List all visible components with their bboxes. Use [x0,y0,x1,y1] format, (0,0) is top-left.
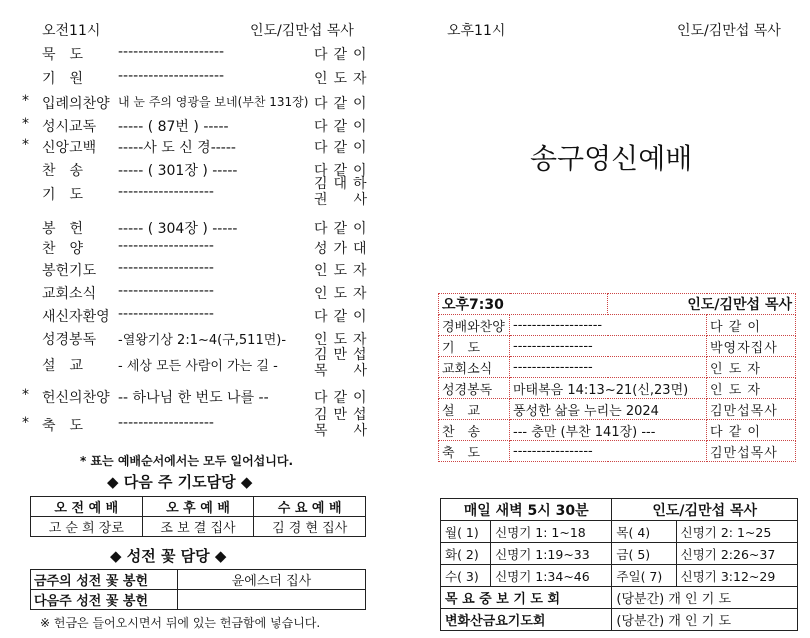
order-item-label: 축 도 [42,418,84,434]
order-item [0,44,400,64]
order-item-responder: 김대하 권 사 [314,176,374,208]
evening-item-detail: ------------------- [510,315,707,336]
dawn-reading: 신명기 3:12~29 [676,565,797,587]
dawn-schedule-row [441,565,798,587]
dawn-prayer-leader: 인도/김만섭 목사 [612,499,798,521]
order-item-responder: 다같이 [314,140,373,156]
order-item-responder: 다같이 [314,163,373,179]
order-item-label: 찬 송 [42,163,84,179]
evening-order-item [439,441,796,462]
prayer-meeting-label: 변화산금요기도회 [441,609,612,631]
evening-item-detail: 마태복음 14:13~21(신,23면) [510,378,707,399]
order-item [0,137,400,157]
order-item-responder: 성가대 [314,241,373,257]
evening-item-detail: ----------------- [510,357,707,378]
dawn-reading: 신명기 1:34~46 [491,565,612,587]
order-item-detail: - 세상 모든 사람이 가는 길 - [118,359,278,374]
dawn-day: 목( 4) [612,521,676,543]
order-item-detail: ------------------- [118,415,214,431]
order-item [0,238,400,258]
dawn-day: 화( 2) [441,543,491,565]
order-item-label: 찬 양 [42,241,84,257]
prayer-meeting-note: (당분간) 개 인 기 도 [612,587,798,609]
standing-mark: * [22,415,29,431]
order-item-responder: 인도자 [314,286,373,302]
order-item [0,68,400,88]
flower-duty-value [178,590,366,610]
order-item-detail: -- 하나님 한 번도 나를 -- [118,390,269,406]
evening-item-responder: 인 도 자 [707,357,796,378]
dawn-prayer-table [440,498,798,631]
evening-item-label: 성경봉독 [439,378,510,399]
order-item-detail: ----- ( 301장 ) ----- [118,163,238,179]
order-item-detail: ----- ( 87번 ) ----- [118,119,229,135]
evening-item-label: 기 도 [439,336,510,357]
dawn-reading: 신명기 1: 1~18 [491,521,612,543]
order-item [0,116,400,136]
order-item [0,283,400,303]
order-item-label: 교회소식 [42,286,97,302]
order-item-detail: --------------------- [118,44,225,60]
dawn-day: 수( 3) [441,565,491,587]
order-item-detail: 내 눈 주의 영광을 보네(부찬 131장) [118,95,309,109]
order-item-responder: 다같이 [314,309,373,325]
order-item-detail: ------------------- [118,184,214,200]
prayer-duty-header: 오 후 예 배 [142,497,254,517]
standing-mark: * [22,93,29,109]
order-item [0,93,400,113]
morning-service-time: 오전11시 [42,23,101,39]
order-item-label: 기 원 [42,71,84,87]
order-item-label: 봉헌기도 [42,263,97,279]
flower-duty-title: ◆ 성전 꽃 담당 ◆ [110,547,227,565]
evening-item-detail: --- 충만 (부찬 141장) --- [510,420,707,441]
prayer-duty-name: 고 순 희 장로 [31,517,143,537]
evening-item-label: 찬 송 [439,420,510,441]
order-item [0,260,400,280]
flower-duty-label: 금주의 성전 꽃 봉헌 [31,570,178,590]
dawn-schedule-row [441,543,798,565]
order-item-responder: 인도자 [314,71,373,87]
order-item [0,329,400,349]
order-item-responder: 다같이 [314,390,373,406]
evening-order-item [439,378,796,399]
flower-duty-table [30,569,366,610]
order-item-label: 기 도 [42,187,84,203]
prayer-duty-header: 수 요 예 배 [254,497,366,517]
flower-duty-label: 다음주 성전 꽃 봉헌 [31,590,178,610]
order-item-detail: ------------------- [118,283,214,299]
evening-item-responder: 인 도 자 [707,378,796,399]
standing-mark: * [22,137,29,153]
prayer-duty-name: 김 경 현 집사 [254,517,366,537]
evening-item-label: 설 교 [439,399,510,420]
order-item-detail: -열왕기상 2:1~4(구,511면)- [118,333,287,348]
order-item [0,347,400,379]
late-service-time: 오후11시 [447,23,506,39]
order-item-responder: 다같이 [314,221,373,237]
service-title: 송구영신예배 [530,142,693,175]
order-item-label: 봉 헌 [42,221,84,237]
evening-item-responder: 김만섭목사 [707,399,796,420]
order-item-detail: ------------------- [118,260,214,276]
prayer-duty-name: 조 보 결 집사 [142,517,254,537]
order-item-responder: 김만섭 목 사 [314,407,374,439]
order-item-label: 성시교독 [42,119,97,135]
order-item [0,306,400,326]
evening-item-responder: 박영자집사 [707,336,796,357]
prayer-duty-header: 오 전 예 배 [31,497,143,517]
order-item-detail: ----- ( 304장 ) ----- [118,221,238,237]
evening-item-responder: 다 같 이 [707,420,796,441]
evening-order-item [439,420,796,441]
order-item [0,387,400,407]
order-item-label: 새신자환영 [42,309,110,325]
late-service-leader: 인도/김만섭 목사 [677,23,781,39]
standing-mark: * [22,387,29,403]
standing-note: * 표는 예배순서에서는 모두 일어섭니다. [80,454,294,468]
standing-mark: * [22,116,29,132]
prayer-meeting-note: (당분간) 개 인 기 도 [612,609,798,631]
evening-order-item [439,315,796,336]
dawn-prayer-title: 매일 새벽 5시 30분 [441,499,612,521]
order-item-label: 헌신의찬양 [42,390,110,406]
order-item-label: 묵 도 [42,47,84,63]
order-item-detail: -----사 도 신 경----- [118,140,236,156]
order-item [0,407,400,439]
evening-order-item [439,357,796,378]
evening-item-label: 경배와찬양 [439,315,510,336]
order-item-detail: --------------------- [118,68,225,84]
dawn-reading: 신명기 2: 1~25 [676,521,797,543]
evening-item-detail: ----------------- [510,336,707,357]
evening-item-detail: 풍성한 삶을 누리는 2024 [510,399,707,420]
dawn-reading: 신명기 2:26~37 [676,543,797,565]
flower-duty-value: 윤에스더 집사 [178,570,366,590]
order-item-detail: ------------------- [118,238,214,254]
order-item-responder: 인도자 [314,263,373,279]
order-item-responder: 다같이 [314,47,373,63]
order-item-responder: 다같이 [314,96,373,112]
prayer-meeting-row [441,609,798,631]
evening-service-time: 오후7:30 [439,294,608,315]
evening-item-detail: ----------------- [510,441,707,462]
dawn-schedule-row [441,521,798,543]
evening-service-table [438,293,796,462]
order-item-responder: 다같이 [314,119,373,135]
prayer-meeting-label: 목 요 중 보 기 도 회 [441,587,612,609]
dawn-reading: 신명기 1:19~33 [491,543,612,565]
order-item-detail: ------------------- [118,306,214,322]
order-item [0,218,400,238]
dawn-day: 금( 5) [612,543,676,565]
order-item-label: 입례의찬양 [42,96,110,112]
morning-service-leader: 인도/김만섭 목사 [250,23,354,39]
evening-item-responder: 김만섭목사 [707,441,796,462]
dawn-day: 주일( 7) [612,565,676,587]
prayer-duty-title: ◆ 다음 주 기도담당 ◆ [107,473,253,491]
evening-order-item [439,399,796,420]
offering-note: ※ 헌금은 들어오시면서 뒤에 있는 헌금함에 넣습니다. [40,616,321,630]
evening-order-item [439,336,796,357]
order-item [0,176,400,208]
evening-item-label: 교회소식 [439,357,510,378]
order-item-label: 신앙고백 [42,140,97,156]
order-item-responder: 인도자 [314,332,373,348]
dawn-day: 월( 1) [441,521,491,543]
prayer-duty-table [30,496,366,537]
evening-service-leader: 인도/김만섭 목사 [608,294,796,315]
order-item-label: 성경봉독 [42,332,97,348]
order-item-label: 설 교 [42,358,84,374]
order-item-responder: 김만섭 목 사 [314,347,374,379]
evening-item-responder: 다 같 이 [707,315,796,336]
prayer-meeting-row [441,587,798,609]
evening-item-label: 축 도 [439,441,510,462]
